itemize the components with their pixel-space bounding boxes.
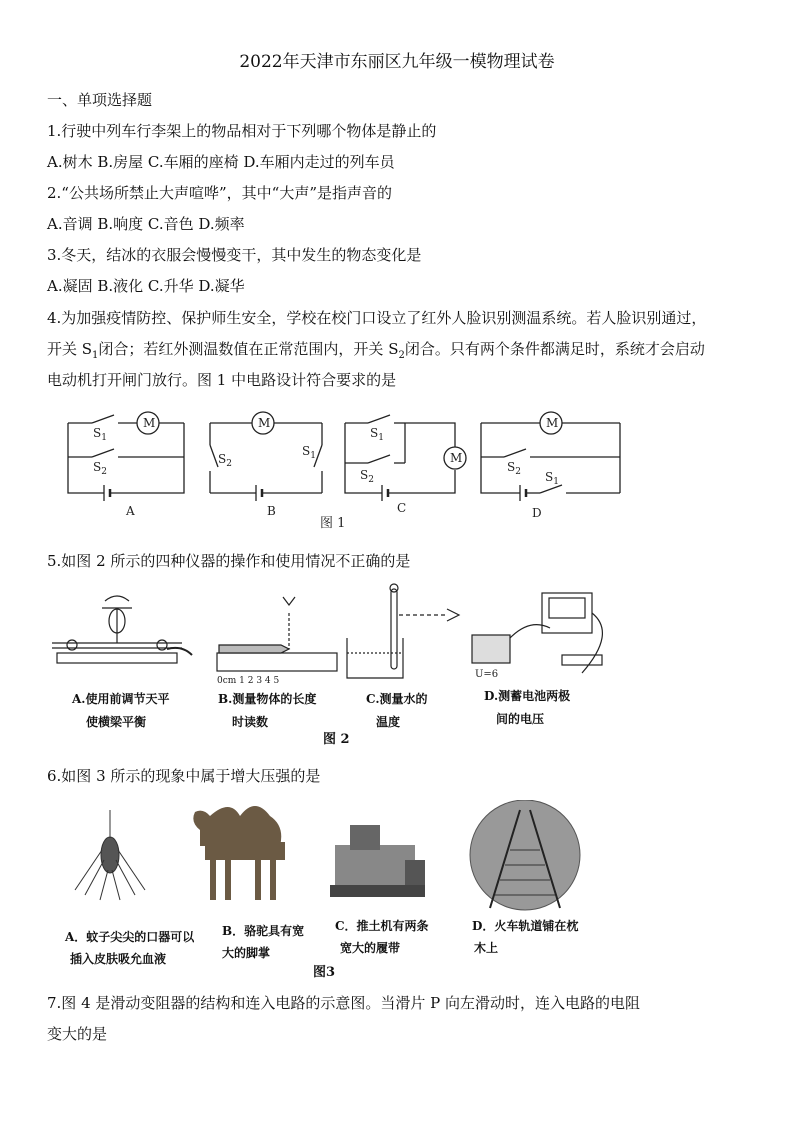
fig3-c-caption-1: C．推土机有两条 [335, 919, 429, 933]
s2-label-c: $S_2$ [360, 468, 374, 485]
s1-label-d: $S_1$ [545, 470, 559, 487]
s2-label-b: $S_2$ [218, 452, 232, 469]
q3-options: A.凝固 B.液化 C.升华 D.凝华 [47, 277, 245, 295]
voltmeter-battery-drawing [472, 593, 602, 673]
fig3-a-caption-1: A．蚊子尖尖的口器可以 [65, 930, 195, 944]
figure-1-caption: 图 1 [320, 516, 346, 531]
circuit-label-b: B [267, 504, 276, 518]
fig3-c-caption-2: 宽大的履带 [340, 941, 401, 955]
motor-label-b: M [258, 416, 271, 430]
motor-label-c: M [450, 451, 463, 465]
q4-line1: 4.为加强疫情防控、保护师生安全，学校在校门口设立了红外人脸识别测温系统。若人脸识别通过， [47, 309, 707, 327]
circuit-label-a: A [126, 504, 135, 518]
fig2-d-caption-2: 间的电压 [496, 712, 545, 726]
q2-options: A.音调 B.响度 C.音色 D.频率 [47, 215, 245, 233]
fig3-a-caption-2: 插入皮肤吸允血液 [70, 952, 167, 966]
q7-line2: 变大的是 [47, 1025, 108, 1043]
q4-line3: 电动机打开闸门放行。图 1 中电路设计符合要求的是 [47, 371, 397, 389]
figure-3-photos [60, 800, 620, 915]
camel-image [193, 806, 285, 900]
q2-stem: 2.“公共场所禁止大声喧哗”，其中“大声”是指声音的 [47, 184, 392, 202]
q4-line2: 开关 $S_1$闭合；若红外测温数值在正常范围内，开关 $S_2$闭合。只有两个条件都满足时，系统才会启动 [47, 340, 705, 361]
s2-label-a: $S_2$ [93, 460, 107, 477]
fig3-d-caption-1: D．火车轨道铺在枕 [472, 919, 579, 933]
fig2-a-caption-2: 使横梁平衡 [86, 715, 147, 729]
section-heading: 一、单项选择题 [47, 91, 153, 109]
s1-label-c: $S_1$ [370, 426, 384, 443]
bulldozer-image [330, 825, 425, 897]
s1-label-b: $S_1$ [302, 444, 316, 461]
figure-2-instruments [47, 583, 607, 688]
page-title: 2022年天津市东丽区九年级一模物理试卷 [239, 52, 555, 72]
fig2-c-caption-2: 温度 [376, 715, 401, 729]
figure-3-caption: 图3 [313, 965, 336, 980]
fig3-b-caption-2: 大的脚掌 [222, 946, 271, 960]
fig2-a-caption-1: A.使用前调节天平 [72, 692, 170, 706]
fig2-c-caption-1: C.测量水的 [366, 692, 428, 706]
motor-label-d: M [546, 416, 559, 430]
fig3-b-caption-1: B．骆驼具有宽 [222, 924, 305, 938]
s1-label-a: $S_1$ [93, 426, 107, 443]
fig2-d-caption-1: D.测蓄电池两极 [484, 689, 571, 703]
ruler-scale-label: 0cm 1 2 3 4 5 [217, 676, 280, 686]
q1-options: A.树木 B.房屋 C.车厢的座椅 D.车厢内走过的列车员 [47, 153, 395, 171]
q5-stem: 5.如图 2 所示的四种仪器的操作和使用情况不正确的是 [47, 552, 411, 570]
balance-drawing [52, 596, 192, 663]
fig2-b-caption-1: B.测量物体的长度 [218, 692, 317, 706]
q3-stem: 3.冬天，结冰的衣服会慢慢变干，其中发生的物态变化是 [47, 246, 422, 264]
circuit-c [345, 415, 466, 501]
motor-label-a: M [143, 416, 156, 430]
figure-2-caption: 图 2 [323, 732, 350, 747]
figure-1-circuits [60, 405, 700, 535]
fig2-b-caption-2: 时读数 [232, 715, 269, 729]
thermometer-drawing [347, 584, 459, 678]
fig3-d-caption-2: 木上 [474, 941, 499, 955]
q6-stem: 6.如图 3 所示的现象中属于增大压强的是 [47, 767, 321, 785]
q1-stem: 1.行驶中列车行李架上的物品相对于下列哪个物体是静止的 [47, 122, 437, 140]
circuit-a [68, 412, 184, 501]
mosquito-image [75, 810, 145, 900]
q7-line1: 7.图 4 是滑动变阻器的结构和连入电路的示意图。当滑片 P 向左滑动时，连入电路的电阻 [47, 994, 641, 1012]
voltage-label: U=6 [475, 669, 499, 680]
circuit-label-d: D [532, 506, 542, 520]
railway-image [470, 800, 580, 910]
ruler-drawing [217, 597, 337, 671]
s2-label-d: $S_2$ [507, 460, 521, 477]
circuit-label-c: C [397, 501, 407, 515]
